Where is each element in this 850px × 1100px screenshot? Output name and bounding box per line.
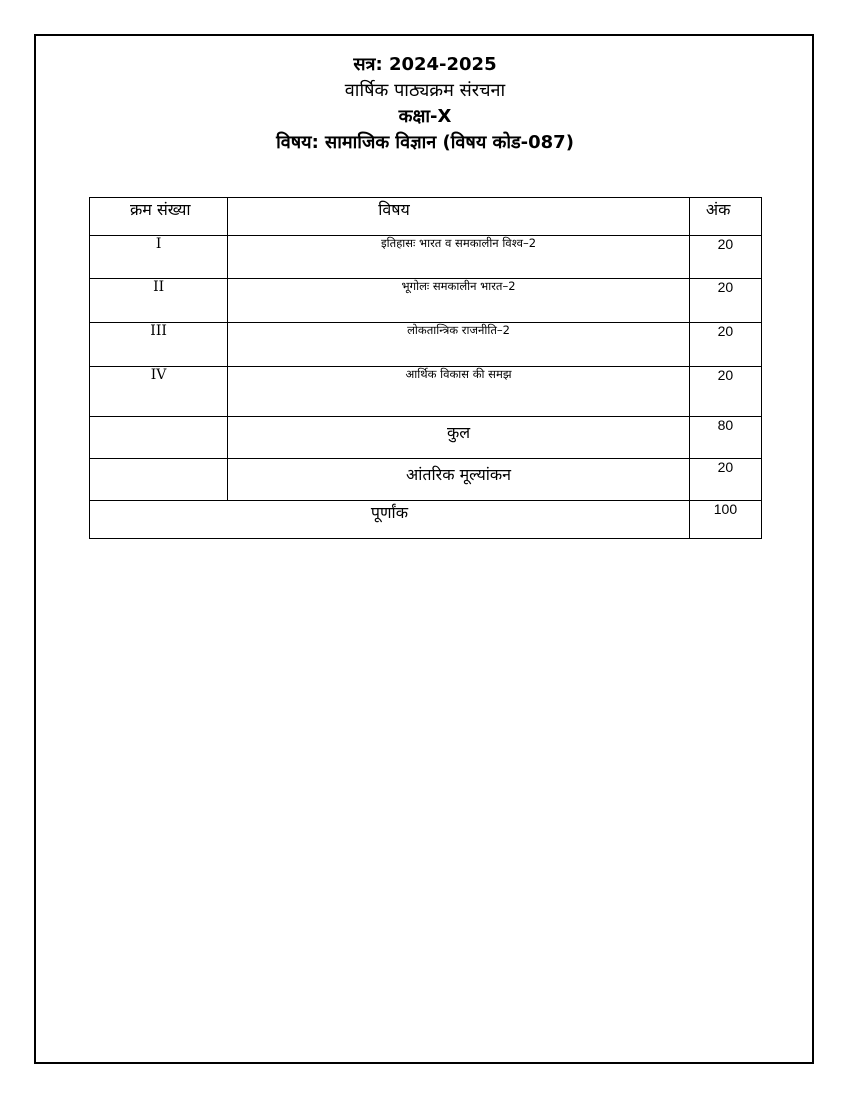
total-serial-empty (90, 417, 228, 459)
table-row (90, 323, 762, 367)
page-border (34, 34, 814, 1064)
table-row (90, 367, 762, 417)
grand-total-label: पूर्णांक (90, 501, 690, 539)
document-title: वार्षिक पाठ्यक्रम संरचना (344, 80, 506, 101)
grand-total-marks: 100 (689, 501, 761, 539)
row-marks: 20 (689, 236, 761, 279)
row-marks: 20 (689, 323, 761, 367)
row-serial: II (90, 279, 228, 323)
subject-line: विषय: सामाजिक विज्ञान (विषय कोड-087) (276, 132, 574, 153)
table-row (90, 236, 762, 279)
header-subject: विषय (228, 198, 690, 236)
row-subject: आर्थिक विकास की समझ (228, 367, 690, 417)
session-line: सत्र: 2024-2025 (353, 54, 497, 75)
row-subject: इतिहासः भारत व समकालीन विश्व–2 (228, 236, 690, 279)
internal-assessment-row (90, 459, 762, 501)
syllabus-table (89, 197, 762, 539)
row-subject: लोकतान्त्रिक राजनीति–2 (228, 323, 690, 367)
internal-marks: 20 (689, 459, 761, 501)
row-marks: 20 (689, 367, 761, 417)
header-marks: अंक (689, 198, 761, 236)
total-row (90, 417, 762, 459)
document-header (0, 52, 850, 156)
total-marks: 80 (689, 417, 761, 459)
row-serial: I (90, 236, 228, 279)
internal-serial-empty (90, 459, 228, 501)
row-serial: IV (90, 367, 228, 417)
class-line: कक्षा-X (398, 106, 452, 127)
row-serial: III (90, 323, 228, 367)
header-serial: क्रम संख्या (90, 198, 228, 236)
row-marks: 20 (689, 279, 761, 323)
internal-label: आंतरिक मूल्यांकन (228, 459, 690, 501)
grand-total-row (90, 501, 762, 539)
total-label: कुल (228, 417, 690, 459)
row-subject: भूगोलः समकालीन भारत–2 (228, 279, 690, 323)
table-header-row (90, 198, 762, 236)
table-row (90, 279, 762, 323)
